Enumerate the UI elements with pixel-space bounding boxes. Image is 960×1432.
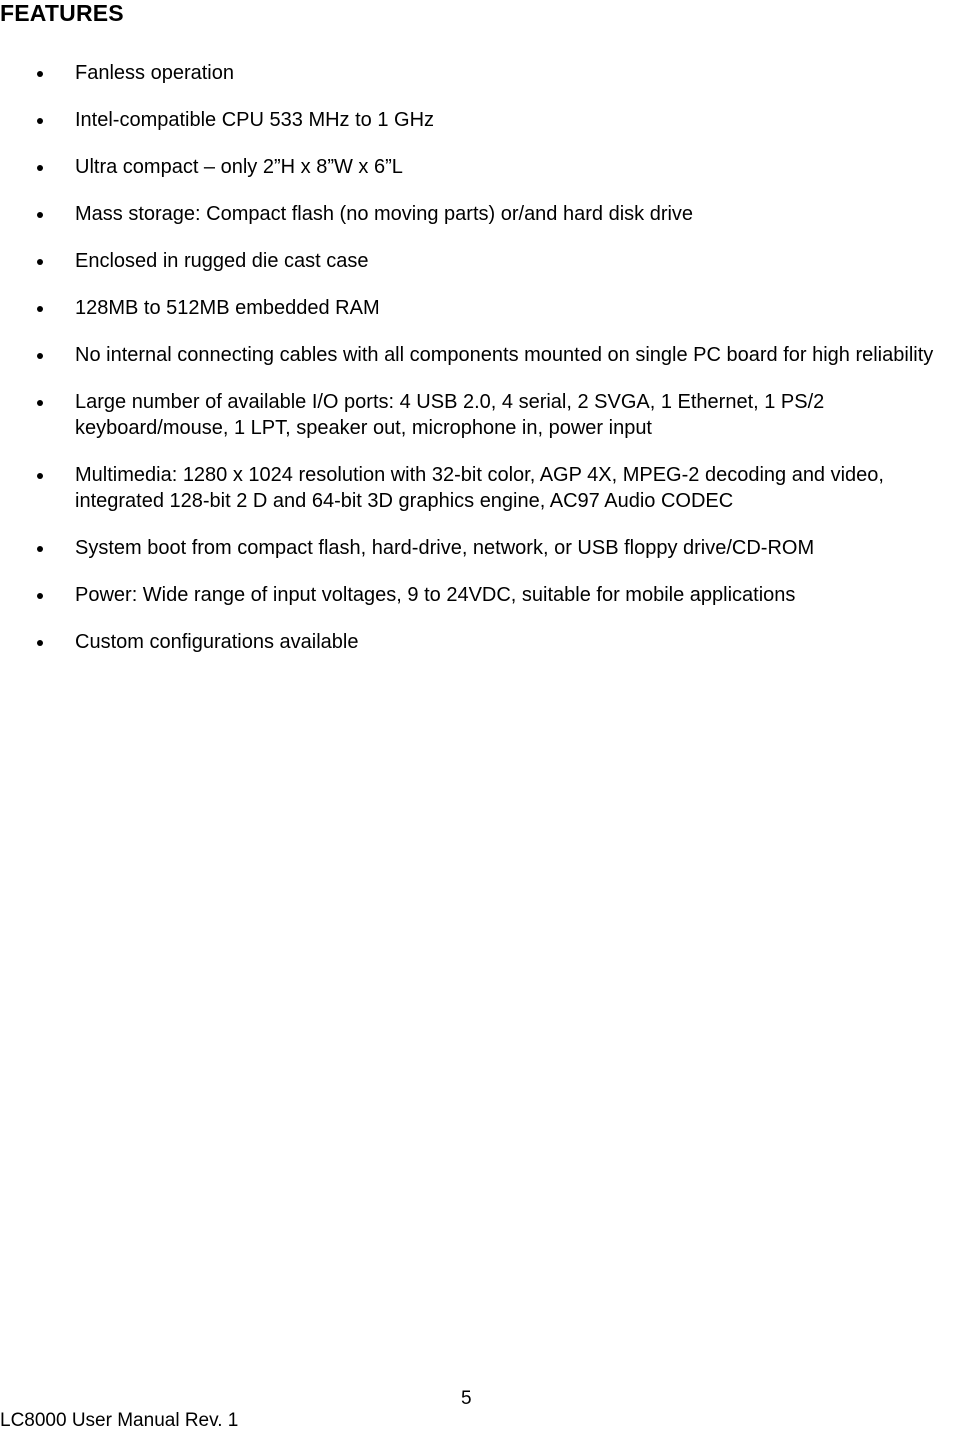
footer-manual-label: LC8000 User Manual Rev. 1 [0, 1410, 239, 1431]
list-item [0, 582, 960, 608]
list-item [0, 154, 960, 180]
list-item [0, 107, 960, 133]
list-item [0, 629, 960, 655]
bullet-icon [37, 640, 43, 646]
section-title: FEATURES [0, 0, 124, 26]
list-item [0, 342, 960, 368]
bullet-icon [37, 593, 43, 599]
bullet-icon [37, 353, 43, 359]
bullet-icon [37, 400, 43, 406]
list-item [0, 60, 960, 86]
feature-text: System boot from compact flash, hard-drive, network, or USB floppy drive/CD-ROM [75, 537, 815, 559]
feature-text: Large number of available I/O ports: 4 USB 2.0, 4 serial, 2 SVGA, 1 Ethernet, 1 PS/2 keyboard/mouse, 1 LPT, speaker out, microphone in, power input [75, 391, 825, 439]
feature-text: Enclosed in rugged die cast case [75, 250, 369, 272]
feature-text: Mass storage: Compact flash (no moving parts) or/and hard disk drive [75, 203, 694, 225]
list-item [0, 248, 960, 274]
page-number: 5 [461, 1388, 472, 1409]
feature-text: Fanless operation [75, 62, 234, 84]
bullet-icon [37, 473, 43, 479]
list-item [0, 295, 960, 321]
feature-text: Power: Wide range of input voltages, 9 to 24VDC, suitable for mobile applications [75, 584, 796, 606]
bullet-icon [37, 546, 43, 552]
feature-text: No internal connecting cables with all components mounted on single PC board for high reliability [75, 344, 934, 366]
feature-text: Multimedia: 1280 x 1024 resolution with 32-bit color, AGP 4X, MPEG-2 decoding and video, integrated 128-bit 2 D and 64-bit 3D graphics engine, AC97 Audio CODEC [75, 464, 884, 512]
feature-text: 128MB to 512MB embedded RAM [75, 297, 380, 319]
list-item [0, 535, 960, 561]
feature-text: Custom configurations available [75, 631, 359, 653]
feature-text: Intel-compatible CPU 533 MHz to 1 GHz [75, 109, 435, 131]
feature-text: Ultra compact – only 2”H x 8”W x 6”L [75, 156, 403, 178]
list-item [0, 201, 960, 227]
bullet-icon [37, 259, 43, 265]
list-item [0, 389, 960, 441]
bullet-icon [37, 212, 43, 218]
feature-list [0, 60, 960, 676]
bullet-icon [37, 165, 43, 171]
bullet-icon [37, 71, 43, 77]
bullet-icon [37, 306, 43, 312]
bullet-icon [37, 118, 43, 124]
list-item [0, 462, 960, 514]
